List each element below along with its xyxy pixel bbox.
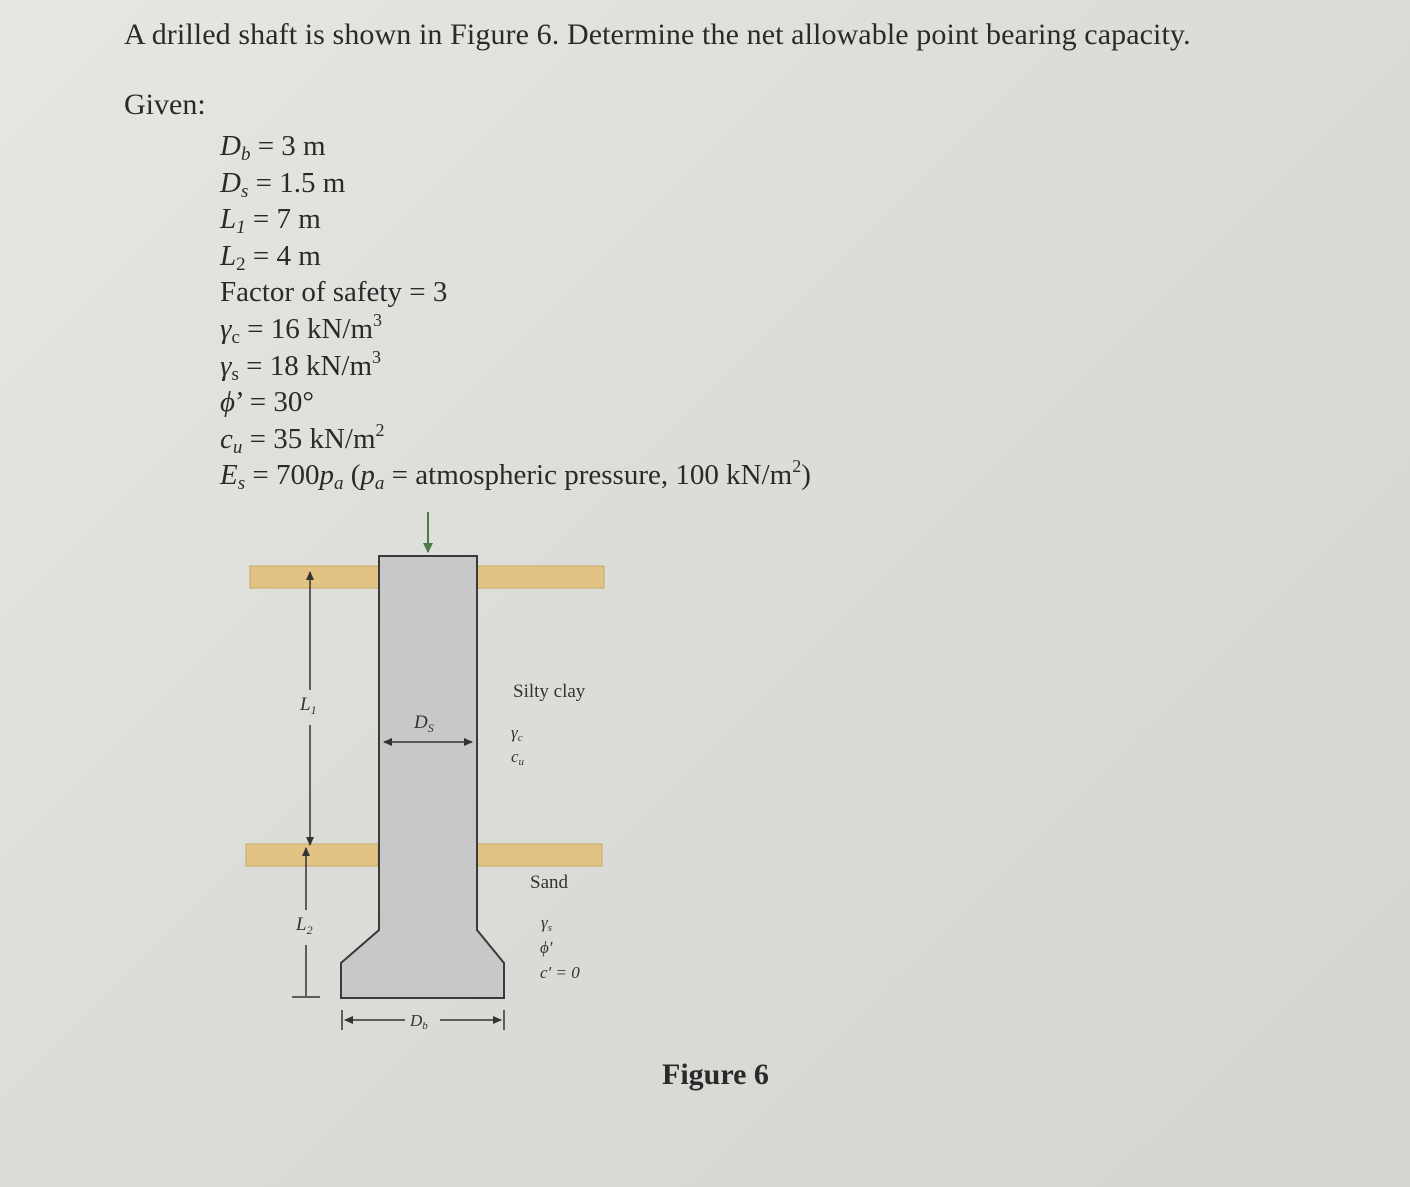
question-text: A drilled shaft is shown in Figure 6. Determine the net allowable point bearing capacity. bbox=[124, 18, 1191, 51]
given-db: $D_b = 3$ m bbox=[220, 130, 326, 165]
ground-surface-band-right bbox=[477, 566, 604, 588]
phi-prime-label: ϕ′ bbox=[540, 938, 553, 957]
figure-caption: Figure 6 bbox=[662, 1058, 769, 1091]
cu-label: cu bbox=[511, 747, 525, 768]
sand-label: Sand bbox=[530, 872, 568, 893]
drilled-shaft bbox=[341, 556, 504, 998]
given-ds: $D_s = 1.5$ m bbox=[220, 166, 346, 202]
db-label: Db bbox=[410, 1011, 428, 1032]
ground-surface-band-left bbox=[250, 566, 380, 588]
given-phi: ϕ’ = 30° bbox=[220, 386, 314, 419]
given-gamma-s: $\gamma_s = 18$ $kN/m^3$ bbox=[220, 346, 382, 385]
given-label: Given: bbox=[124, 88, 206, 121]
c-prime-label: c′ = 0 bbox=[540, 963, 580, 982]
given-cu: $c_u = 35$ $kN/m^2$ bbox=[220, 419, 385, 458]
given-factor-of-safety: Factor of safety = 3 bbox=[220, 276, 448, 309]
gamma-s-label: γs bbox=[541, 913, 552, 934]
ds-label: $D_S$ bbox=[414, 712, 434, 735]
given-es: $E_s = 700p_a$ ($p_a$ = atmospheric pressure, 100 $kN/m^2$) bbox=[220, 456, 811, 495]
given-l2: $L_2 = 4$ m bbox=[220, 239, 321, 275]
sand-boundary-band-right bbox=[475, 844, 602, 866]
silty-clay-label: Silty clay bbox=[513, 681, 586, 702]
sand-boundary-band-left bbox=[246, 844, 378, 866]
l1-label: $L_1$ bbox=[300, 694, 317, 717]
given-gamma-c: $\gamma_c = 16$ $kN/m^3$ bbox=[220, 309, 383, 348]
gamma-c-label: γc bbox=[511, 723, 523, 744]
given-l1: $L_1 = 7$ m bbox=[220, 203, 321, 239]
l2-label: $L_2$ bbox=[296, 914, 313, 937]
